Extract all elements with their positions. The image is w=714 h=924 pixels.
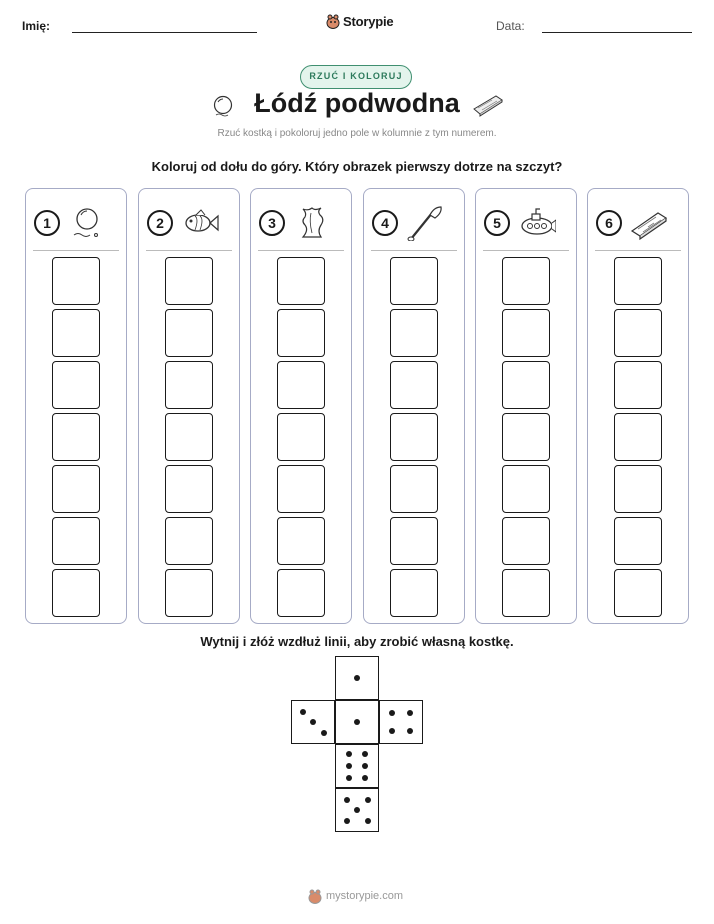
column-number: 5 [484, 210, 510, 236]
bubble-icon [68, 205, 106, 241]
column-divider [371, 250, 457, 251]
color-cell[interactable] [52, 465, 100, 513]
die-pip [344, 818, 350, 824]
column-number: 6 [596, 210, 622, 236]
color-cell[interactable] [614, 517, 662, 565]
column-divider [595, 250, 681, 251]
die-face-5 [335, 788, 379, 832]
fish-icon [181, 205, 219, 241]
brand-name: Storypie [343, 13, 394, 29]
color-cell[interactable] [277, 257, 325, 305]
storypie-mascot-icon [326, 13, 340, 29]
cut-instruction: Wytnij i złóż wzdłuż linii, aby zrobić własną kostkę. [200, 634, 514, 649]
color-cell[interactable] [502, 413, 550, 461]
color-cell[interactable] [390, 361, 438, 409]
column-divider [258, 250, 344, 251]
die-pip [365, 797, 371, 803]
plank-icon [630, 205, 668, 241]
color-cell[interactable] [614, 569, 662, 617]
color-cell[interactable] [502, 361, 550, 409]
column-header [259, 205, 331, 241]
die-face-1 [335, 656, 379, 700]
color-cell[interactable] [614, 361, 662, 409]
date-line[interactable] [542, 32, 692, 33]
color-cell[interactable] [165, 569, 213, 617]
paddle-icon [406, 205, 444, 241]
column-header [596, 205, 668, 241]
column-number: 4 [372, 210, 398, 236]
seaweed-icon [293, 205, 331, 241]
activity-badge: RZUĆ I KOLORUJ [300, 65, 412, 89]
dice-column-5 [475, 188, 577, 624]
color-cell[interactable] [614, 309, 662, 357]
color-cell[interactable] [390, 257, 438, 305]
column-number: 2 [147, 210, 173, 236]
die-pip [344, 797, 350, 803]
column-number: 1 [34, 210, 60, 236]
color-cell[interactable] [390, 413, 438, 461]
color-cell[interactable] [52, 517, 100, 565]
color-cell[interactable] [165, 361, 213, 409]
color-cell[interactable] [502, 517, 550, 565]
color-cell[interactable] [52, 413, 100, 461]
die-face-1 [335, 700, 379, 744]
die-pip [365, 818, 371, 824]
die-pip [354, 807, 360, 813]
color-cell[interactable] [165, 517, 213, 565]
storypie-mascot-icon [308, 888, 322, 904]
name-label: Imię: [22, 19, 51, 33]
page-title: Łódź podwodna [254, 88, 460, 118]
footer-url[interactable]: mystorypie.com [326, 890, 404, 902]
color-cell[interactable] [52, 569, 100, 617]
dice-column-2 [138, 188, 240, 624]
color-cell[interactable] [390, 569, 438, 617]
subtitle: Rzuć kostką i pokoloruj jedno pole w kolumnie z tym numerem. [217, 128, 497, 139]
die-face-4 [379, 700, 423, 744]
color-cell[interactable] [390, 309, 438, 357]
die-pip [346, 775, 352, 781]
die-face-6 [335, 744, 379, 788]
color-cell[interactable] [165, 257, 213, 305]
die-pip [346, 763, 352, 769]
submarine-icon [518, 205, 556, 241]
column-divider [146, 250, 232, 251]
color-cell[interactable] [277, 309, 325, 357]
color-cell[interactable] [277, 413, 325, 461]
brand-logo [326, 13, 393, 29]
color-cell[interactable] [277, 361, 325, 409]
die-pip [407, 728, 413, 734]
die-pip [407, 710, 413, 716]
dice-column-6 [587, 188, 689, 624]
color-cell[interactable] [502, 465, 550, 513]
plank-icon [472, 93, 504, 117]
die-pip [321, 730, 327, 736]
column-header [34, 205, 106, 241]
column-number: 3 [259, 210, 285, 236]
color-cell[interactable] [502, 309, 550, 357]
color-cell[interactable] [52, 309, 100, 357]
color-cell[interactable] [502, 257, 550, 305]
dice-column-1 [25, 188, 127, 624]
column-header [147, 205, 219, 241]
instruction: Koloruj od dołu do góry. Który obrazek pierwszy dotrze na szczyt? [151, 159, 563, 174]
die-pip [362, 775, 368, 781]
column-divider [483, 250, 569, 251]
color-cell[interactable] [165, 465, 213, 513]
color-cell[interactable] [502, 569, 550, 617]
die-pip [310, 719, 316, 725]
die-pip [300, 709, 306, 715]
color-cell[interactable] [614, 465, 662, 513]
die-pip [354, 719, 360, 725]
die-pip [389, 728, 395, 734]
die-pip [389, 710, 395, 716]
color-cell[interactable] [614, 257, 662, 305]
color-cell[interactable] [52, 257, 100, 305]
footer [308, 888, 403, 904]
color-cell[interactable] [165, 309, 213, 357]
color-cell[interactable] [277, 517, 325, 565]
color-cell[interactable] [165, 413, 213, 461]
dice-column-4 [363, 188, 465, 624]
column-header [484, 205, 556, 241]
name-line[interactable] [72, 32, 257, 33]
column-header [372, 205, 444, 241]
die-pip [362, 751, 368, 757]
die-face-3 [291, 700, 335, 744]
die-pip [362, 763, 368, 769]
color-cell[interactable] [277, 465, 325, 513]
date-label: Data: [496, 19, 525, 33]
color-cell[interactable] [52, 361, 100, 409]
color-cell[interactable] [390, 465, 438, 513]
color-cell[interactable] [277, 569, 325, 617]
die-pip [354, 675, 360, 681]
color-cell[interactable] [390, 517, 438, 565]
dice-column-3 [250, 188, 352, 624]
die-pip [346, 751, 352, 757]
column-divider [33, 250, 119, 251]
color-cell[interactable] [614, 413, 662, 461]
